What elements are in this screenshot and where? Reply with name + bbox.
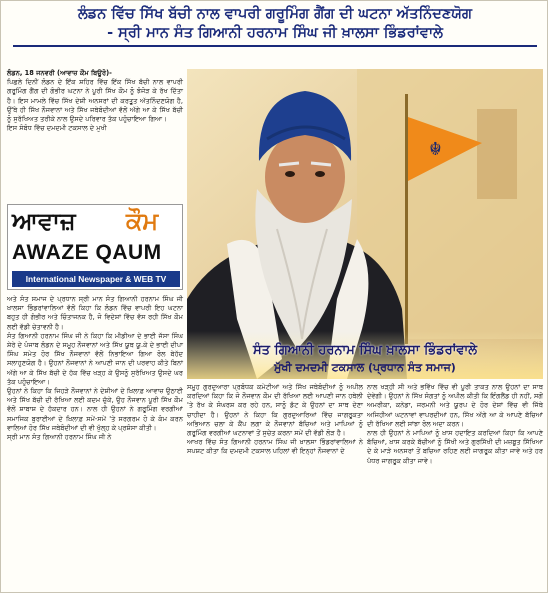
paragraph-10: ਨਾਲ ਹੀ ਉਹਨਾਂ ਨੇ ਮਾਪਿਆਂ ਨੂੰ ਖ਼ਾਸ ਹਦਾਇਤ ਕਰਦਿਆਂ ਕਿਹਾ ਕਿ ਆਪਣੇ ਬੱਚਿਆਂ, ਖ਼ਾਸ ਕਰਕੇ ਬੱਚੀਆਂ ਨੂੰ ਸਿੱਖੀ ਅਤੇ ਗੁਰਸਿੱਖੀ ਦੀ ਮਜ਼ਬੂਤ ਸਿੱਖਿਆ ਦੇ ਕੇ ਮਾੜੇ ਅਨਸਰਾਂ ਤੋਂ ਬਚਿਆ ਰਹਿਣ ਲਈ ਜਾਗਰੂਕ ਕੀਤਾ ਜਾਵੇ ਅਤੇ ਹਰ ਪੱਧਰ ਜਾਗਰੂਕ ਕੀਤਾ ਜਾਵੇ। xyxy=(367,429,543,465)
awaze-qaum-logo xyxy=(7,204,183,290)
flag-pole xyxy=(405,94,408,344)
headline-line-1: ਲੰਡਨ ਵਿੱਚ ਸਿੱਖ ਬੱਚੀ ਨਾਲ ਵਾਪਰੀ ਗਰੂਮਿੰਗ ਗੈਂਗ ਦੀ ਘਟਨਾ ਅੱਤਨਿੰਦਣਯੋਗ xyxy=(77,6,472,22)
logo-word-1: ਆਵਾਜ਼ xyxy=(12,206,76,235)
paragraph-6: ਸ੍ਰੀ ਮਾਨ ਸੰਤ ਗਿਆਨੀ ਹਰਨਾਮ ਸਿੰਘ ਜੀ ਨੇ xyxy=(7,433,112,442)
portrait-photo xyxy=(187,69,543,379)
logo-latin: AWAZE QAUM xyxy=(12,241,162,264)
logo-tagline: International Newspaper & WEB TV xyxy=(12,271,180,287)
headline xyxy=(7,5,543,47)
paragraph-8: ਆਖਰ ਵਿੱਚ ਸੰਤ ਗਿਆਨੀ ਹਰਨਾਮ ਸਿੰਘ ਜੀ ਖ਼ਾਲਸਾ ਭਿੰਡਰਾਂਵਾਲਿਆਂ ਨੇ ਸਪਸ਼ਟ ਕੀਤਾ ਕਿ ਦਮਦਮੀ ਟਕਸਾਲ ਪਹਿਲਾਂ ਵੀ ਇਨ੍ਹਾਂ ਨੌਜਵਾਨਾਂ ਦੇ xyxy=(187,438,363,456)
paragraph-7: ਸਮੂਹ ਗੁਰਦੁਆਰਾ ਪ੍ਰਬੰਧਕ ਕਮੇਟੀਆਂ ਅਤੇ ਸਿੱਖ ਜਥੇਬੰਦੀਆਂ ਨੂੰ ਅਪੀਲ ਕਰਦਿਆਂ ਕਿਹਾ ਕਿ ਜੋ ਨੌਜਵਾਨ ਕੌਮ ਦੀ ਰੱਖਿਆ ਲਈ ਆਪਣੀ ਜਾਨ ਹਥੇਲੀ 'ਤੇ ਰੱਖ ਕੇ ਸੰਘਰਸ਼ ਕਰ ਰਹੇ ਹਨ, ਸਾਨੂੰ ਡੱਟ ਕੇ ਉਹਨਾਂ ਦਾ ਸਾਥ ਦੇਣਾ ਚਾਹੀਦਾ ਹੈ। ਉਹਨਾਂ ਨੇ ਕਿਹਾ ਕਿ ਗੁਰਦੁਆਰਿਆਂ ਵਿੱਚ ਜਾਗਰੂਕਤਾ ਅਭਿਆਨ ਚਲਾ ਕੇ ਕੈਂਪ ਲਗਾ ਕੇ ਨੌਜਵਾਨਾਂ ਬੱਚਿਆਂ ਅਤੇ ਮਾਪਿਆਂ ਨੂੰ ਗਰੂਮਿੰਗ ਵਰਗੀਆਂ ਘਟਨਾਵਾਂ ਤੋਂ ਸੁਚੇਤ ਕਰਨਾ ਸਮੇਂ ਦੀ ਵੱਡੀ ਲੋੜ ਹੈ। xyxy=(187,383,363,438)
headline-line-2: - ਸ੍ਰੀ ਮਾਨ ਸੰਤ ਗਿਆਨੀ ਹਰਨਾਮ ਸਿੰਘ ਜੀ ਖ਼ਾਲਸਾ ਭਿੰਡਰਾਂਵਾਲੇ xyxy=(107,25,443,41)
article-column-1-bottom xyxy=(7,295,183,442)
photo-caption xyxy=(187,341,543,379)
paragraph-9: ਨਾਲ ਖੜ੍ਹੀ ਸੀ ਅਤੇ ਭਵਿੱਖ ਵਿੱਚ ਵੀ ਪੂਰੀ ਤਾਕਤ ਨਾਲ ਉਹਨਾਂ ਦਾ ਸਾਥ ਦੇਵੇਗੀ। ਉਹਨਾਂ ਨੇ ਸਿੱਖ ਸੰਗਤਾਂ ਨੂੰ ਅਪੀਲ ਕੀਤੀ ਕਿ ਇੰਗਲੈਂਡ ਹੀ ਨਹੀਂ, ਸਗੋਂ ਅਮਰੀਕਾ, ਕਨੇਡਾ, ਜਰਮਨੀ ਅਤੇ ਯੂਰਪ ਦੇ ਹੋਰ ਦੇਸ਼ਾਂ ਵਿੱਚ ਵੀ ਜਿੱਥੇ ਅਜਿਹੀਆਂ ਘਟਨਾਵਾਂ ਵਾਪਰਦੀਆਂ ਹਨ, ਸਿੱਖ ਅੱਗੇ ਆ ਕੇ ਆਪਣੇ ਬੱਚਿਆਂ ਦੀ ਰੱਖਿਆ ਲਈ ਸਾਂਝਾ ਰੋਲ ਅਦਾ ਕਰਨ। xyxy=(367,383,543,428)
article-column-3 xyxy=(367,383,543,466)
paragraph-5: ਉਹਨਾਂ ਨੇ ਕਿਹਾ ਕਿ ਜਿਹੜੇ ਨੌਜਵਾਨਾਂ ਨੇ ਦੇਸ਼ੀਆਂ ਦੇ ਖ਼ਿਲਾਫ਼ ਆਵਾਜ਼ ਉਠਾਈ ਅਤੇ ਸਿੱਖ ਬੱਚੀ ਦੀ ਰੱਖਿਆ ਲਈ ਕਦਮ ਚੁੱਕੇ, ਉਹ ਨੌਜਵਾਨ ਪੂਰੀ ਸਿੱਖ ਕੌਮ ਵੱਲੋਂ ਸ਼ਾਬਾਸ਼ ਦੇ ਹੱਕਦਾਰ ਹਨ। ਨਾਲ ਹੀ ਉਹਨਾਂ ਨੇ ਗਰੂਮਿੰਗ ਵਰਗੀਆਂ ਸਮਾਜਿਕ ਬੁਰਾਈਆਂ ਦੇ ਖ਼ਿਲਾਫ਼ ਸਮੇਂ-ਸਮੇਂ 'ਤੇ ਸਰਗਰਮ ਹੋ ਕੇ ਕੰਮ ਕਰਨ ਵਾਲਿਆਂ ਹੋਰ ਸਿੱਖ ਜਥੇਬੰਦੀਆਂ ਦੀ ਵੀ ਖੁੱਲ੍ਹ ਕੇ ਪ੍ਰਸ਼ੰਸਾ ਕੀਤੀ। xyxy=(7,387,183,432)
headline-rule xyxy=(13,45,537,47)
paragraph-4: ਸੰਤ ਗਿਆਨੀ ਹਰਨਾਮ ਸਿੰਘ ਜੀ ਨੇ ਕਿਹਾ ਕਿ ਮੀਡੀਆ ਦੇ ਭਾਈ ਜੱਸਾ ਸਿੰਘ ਸ਼ੇਰੇ ਦੇ ਪੰਜਾਬ ਲੰਡਨ ਦੇ ਸਮੂਹ ਨੌਜਵਾਨਾਂ ਅਤੇ ਸਿੱਖ ਯੂਥ ਯੂ.ਕੇ ਦੇ ਭਾਈ ਦੀਪਾ ਸਿੰਘ ਸਮੇਤ ਹੋਰ ਸਿੱਖ ਨੌਜਵਾਨਾਂ ਵੱਲੋਂ ਨਿਭਾਇਆ ਗਿਆ ਰੋਲ ਬੇਹੱਦ ਸਲਾਹੁਣਯੋਗ ਹੈ। ਉਹਨਾਂ ਨੌਜਵਾਨਾਂ ਨੇ ਆਪਣੀ ਜਾਨ ਦੀ ਪਰਵਾਹ ਕੀਤੇ ਬਿਨਾਂ ਅੱਗੇ ਆ ਕੇ ਸਿੱਖ ਬੱਚੀ ਦੇ ਹੱਕ ਵਿੱਚ ਖੜ੍ਹ ਕੇ ਉਸਨੂੰ ਸੁਰੱਖਿਅਤ ਉਸਦੇ ਘਰ ਤੱਕ ਪਹੁੰਚਾਇਆ। xyxy=(7,331,183,386)
article-column-2 xyxy=(187,383,363,457)
caption-title: ਮੁੱਖੀ ਦਮਦਮੀ ਟਕਸਾਲ (ਪ੍ਰਧਾਨ ਸੰਤ ਸਮਾਜ) xyxy=(274,361,456,374)
svg-text:☬: ☬ xyxy=(429,139,442,160)
paragraph-3: ਅਤੇ ਸੰਤ ਸਮਾਜ ਦੇ ਪ੍ਰਧਾਨ ਸ੍ਰੀ ਮਾਨ ਸੰਤ ਗਿਆਨੀ ਹਰਨਾਮ ਸਿੰਘ ਜੀ ਖ਼ਾਲਸਾ ਭਿੰਡਰਾਂਵਾਲਿਆਂ ਵੱਲੋਂ ਕਿਹਾ ਕਿ ਲੰਡਨ ਵਿੱਚ ਵਾਪਰੀ ਇਹ ਘਟਨਾ ਬਹੁਤ ਹੀ ਗੰਭੀਰ ਅਤੇ ਚਿੰਤਾਜਨਕ ਹੈ, ਜੋ ਵਿਦੇਸ਼ਾਂ ਵਿੱਚ ਵੱਸ ਰਹੀ ਸਿੱਖ ਕੌਮ ਲਈ ਵੱਡੀ ਚੇਤਾਵਨੀ ਹੈ। xyxy=(7,295,183,331)
dateline: ਲੰਡਨ, 18 ਜਨਵਰੀ (ਆਵਾਜ਼ ਕੌਮ ਬਿਊਰੋ)- xyxy=(7,69,112,77)
paragraph-1: ਪਿਛਲੇ ਦਿਨੀਂ ਲੰਡਨ ਦੇ ਇੱਕ ਸ਼ਹਿਰ ਵਿੱਚ ਇੱਕ ਸਿੱਖ ਬੱਚੀ ਨਾਲ ਵਾਪਰੀ ਗਰੂਮਿੰਗ ਗੈਂਗ ਦੀ ਗੰਭੀਰ ਘਟਨਾ ਨੇ ਪੂਰੀ ਸਿੱਖ ਕੌਮ ਨੂੰ ਝੰਜੋੜ ਕੇ ਰੱਖ ਦਿੱਤਾ ਹੈ। ਇਸ ਮਾਮਲੇ ਵਿੱਚ ਸਿੱਖ ਦੇਸ਼ੀ ਅਨਸਰਾਂ ਦੀ ਕਰਤੂਤ ਅੱਤਨਿੰਦਣਯੋਗ ਹੈ, ਉੱਥੇ ਹੀ ਸਿੱਖ ਨੌਜਵਾਨਾਂ ਅਤੇ ਸਿੱਖ ਜਥੇਬੰਦੀਆਂ ਵੱਲੋਂ ਅੱਗੇ ਆ ਕੇ ਸਿੱਖ ਬੱਚੀ ਨੂੰ ਸੁਰੱਖਿਅਤ ਤਰੀਕੇ ਨਾਲ ਉਸਦੇ ਪਰਿਵਾਰ ਤੱਕ ਪਹੁੰਚਾਇਆ ਗਿਆ। xyxy=(7,78,183,124)
portrait-illustration xyxy=(187,69,543,379)
article-column-1-top xyxy=(7,69,183,133)
paragraph-2: ਇਸ ਸੰਬੰਧ ਵਿੱਚ ਦਮਦਮੀ ਟਕਸਾਲ ਦੇ ਮੁਖੀ xyxy=(7,124,107,133)
logo-word-2: ਕੌਮ xyxy=(126,206,159,235)
caption-name: ਸੰਤ ਗਿਆਨੀ ਹਰਨਾਮ ਸਿੰਘ ਖ਼ਾਲਸਾ ਭਿੰਡਰਾਂਵਾਲੇ xyxy=(252,343,478,358)
